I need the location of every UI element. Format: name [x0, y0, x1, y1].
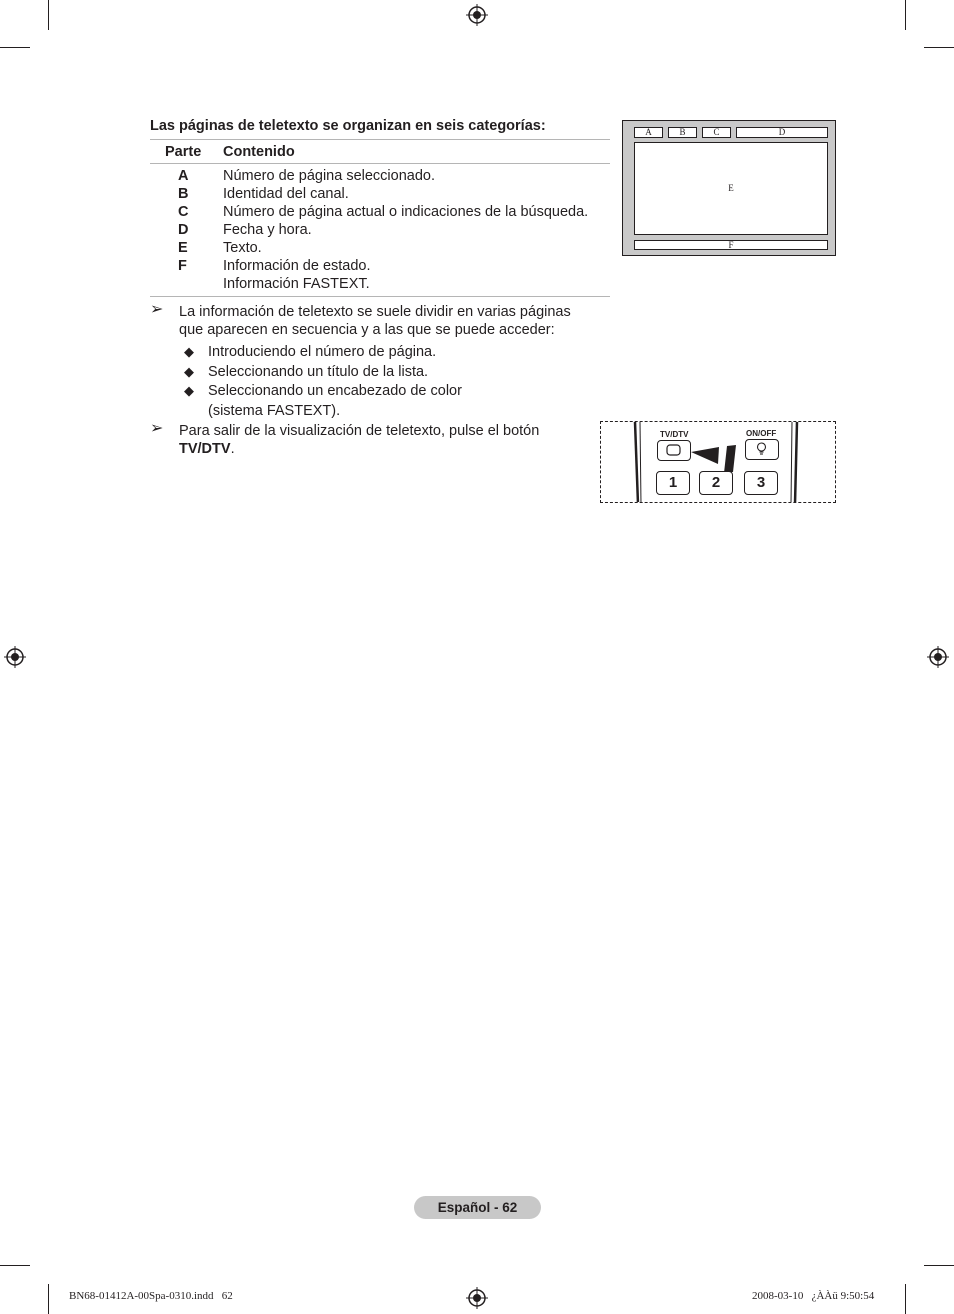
- date-slug: 2008-03-10 ¿ÀÀü 9:50:54: [752, 1290, 875, 1302]
- diagram-area-f: F: [634, 240, 828, 250]
- part-description: Información FASTEXT.: [223, 276, 370, 292]
- number-key-1[interactable]: 1: [656, 471, 690, 495]
- section-heading: Las páginas de teletexto se organizan en seis categorías:: [150, 118, 546, 134]
- crop-mark: [0, 47, 30, 48]
- diagram-area-d: D: [736, 127, 828, 138]
- crop-mark: [905, 1284, 906, 1314]
- part-code: B: [178, 186, 189, 202]
- table-row: [150, 186, 610, 204]
- table-rule-top: [150, 139, 610, 140]
- part-description: Identidad del canal.: [223, 186, 349, 202]
- number-key-2[interactable]: 2: [699, 471, 733, 495]
- table-row: [150, 168, 610, 186]
- diagram-area-a: A: [634, 127, 663, 138]
- registration-mark-icon: [4, 646, 26, 668]
- list-item-text: Seleccionando un encabezado de color: [208, 383, 462, 399]
- page-number-badge: Español - 62: [414, 1196, 541, 1219]
- note-line-button: [179, 440, 235, 458]
- tv-dtv-label: TV/DTV: [660, 430, 689, 439]
- note-arrow-icon: ➢: [150, 420, 164, 437]
- registration-mark-icon: [927, 646, 949, 668]
- table-header-content: Contenido: [223, 144, 295, 160]
- table-header-part: Parte: [165, 144, 202, 160]
- table-row: [150, 222, 610, 240]
- diagram-area-c: C: [702, 127, 731, 138]
- registration-mark-icon: [466, 4, 488, 26]
- diamond-bullet-icon: ◆: [184, 364, 194, 379]
- crop-mark: [0, 1265, 30, 1266]
- crop-mark: [48, 0, 49, 30]
- crop-mark: [905, 0, 906, 30]
- note-line: Para salir de la visualización de teletexto, pulse el botón: [179, 423, 540, 439]
- diamond-bullet-icon: ◆: [184, 383, 194, 398]
- part-code: A: [178, 168, 189, 184]
- button-name: TV/DTV: [179, 441, 231, 457]
- list-item-text: Introduciendo el número de página.: [208, 344, 437, 360]
- registration-mark-icon: [466, 1287, 488, 1309]
- file-slug: BN68-01412A-00Spa-0310.indd 62: [69, 1290, 233, 1302]
- part-code: F: [178, 258, 187, 274]
- table-row: [150, 204, 610, 222]
- list-item-text: Seleccionando un título de la lista.: [208, 364, 429, 380]
- part-description: Fecha y hora.: [223, 222, 312, 238]
- note-line: La información de teletexto se suele dividir en varias páginas: [179, 304, 571, 320]
- teletext-layout-diagram: [622, 120, 836, 256]
- diamond-bullet-icon: ◆: [184, 344, 194, 359]
- table-rule-header: [150, 163, 610, 164]
- note-suffix: .: [230, 441, 235, 457]
- light-bulb-icon: [746, 440, 777, 458]
- part-code: E: [178, 240, 188, 256]
- on-off-button[interactable]: [745, 439, 779, 460]
- part-description: Número de página seleccionado.: [223, 168, 435, 184]
- crop-mark: [48, 1284, 49, 1314]
- table-rule-bottom: [150, 296, 610, 297]
- part-code: C: [178, 204, 189, 220]
- part-description: Número de página actual o indicaciones de la búsqueda.: [223, 204, 589, 220]
- crop-mark: [924, 1265, 954, 1266]
- list-item-text: (sistema FASTEXT).: [208, 403, 341, 419]
- part-code: D: [178, 222, 189, 238]
- crop-mark: [924, 47, 954, 48]
- part-description: Texto.: [223, 240, 262, 256]
- table-row: [150, 258, 610, 276]
- table-row: [150, 240, 610, 258]
- diagram-area-e: E: [634, 142, 828, 235]
- remote-control-illustration: [600, 421, 836, 503]
- note-line: que aparecen en secuencia y a las que se puede acceder:: [179, 322, 555, 338]
- part-description: Información de estado.: [223, 258, 371, 274]
- diagram-area-b: B: [668, 127, 697, 138]
- tv-dtv-button[interactable]: [657, 440, 691, 461]
- note-arrow-icon: ➢: [150, 301, 164, 318]
- on-off-label: ON/OFF: [746, 429, 777, 438]
- note-teletext-pages: [150, 303, 610, 343]
- note-exit-teletext: [150, 422, 610, 462]
- tv-screen-icon: [658, 441, 689, 459]
- table-row: [150, 276, 610, 294]
- number-key-3[interactable]: 3: [744, 471, 778, 495]
